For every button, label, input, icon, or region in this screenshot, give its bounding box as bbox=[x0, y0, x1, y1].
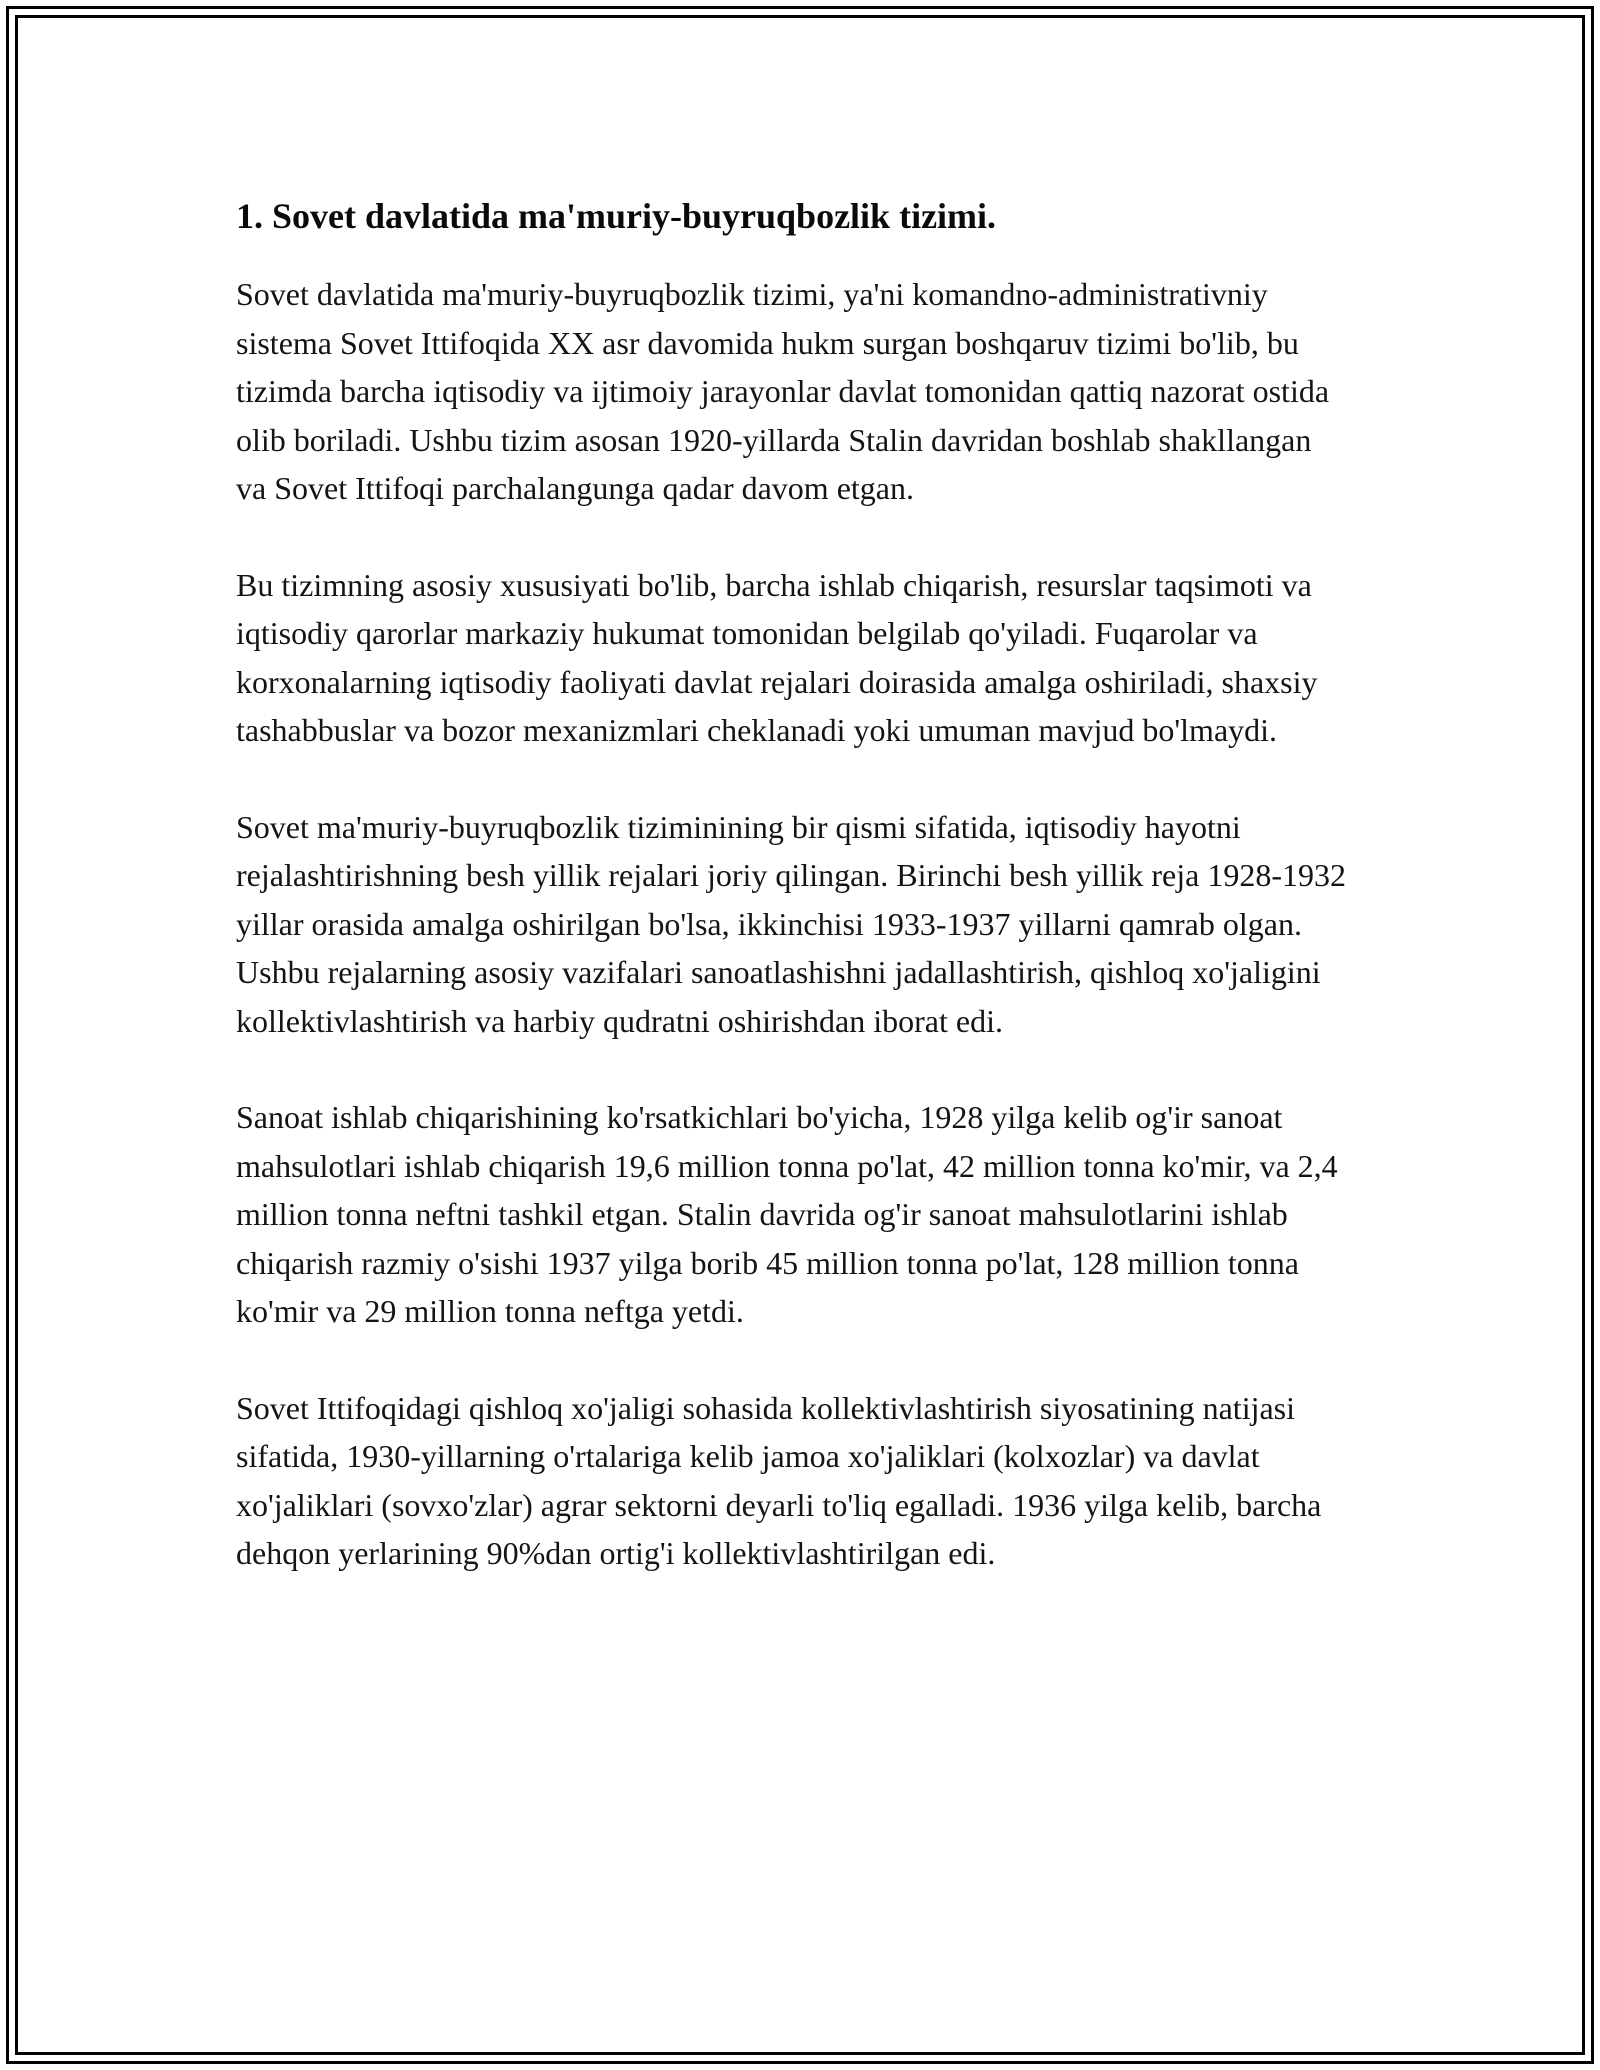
paragraph-2: Bu tizimning asosiy xususiyati bo'lib, barcha ishlab chiqarish, resurslar taqsimoti va iqtisodiy qarorlar markaziy hukumat tomonidan belgilab qo'yiladi. Fuqarolar va korxonalarning iqtisodiy faoliyati davlat rejalari doirasida amalga oshiriladi, shaxsiy tashabbuslar va bozor mexanizmlari cheklanadi yoki umuman mavjud bo'lmaydi. bbox=[236, 566, 1318, 748]
document-body bbox=[236, 188, 1346, 1626]
section-heading: 1. Sovet davlatida ma'muriy-buyruqbozlik tizimi. bbox=[236, 196, 997, 236]
paragraph-3: Sovet ma'muriy-buyruqbozlik tiziminining bir qismi sifatida, iqtisodiy hayotni rejalashtirishning besh yillik rejalari joriy qilingan. Birinchi besh yillik reja 1928-1932 yillar orasida amalga oshirilgan bo'lsa, ikkinchisi 1933-1937 yillarni qamrab olgan. Ushbu rejalarning asosiy vazifalari sanoatlashishni jadallashtirish, qishloq xo'jaligini kollektivlashtirish va harbiy qudratni oshirishdan iborat edi. bbox=[236, 808, 1346, 1039]
paragraph-5: Sovet Ittifoqidagi qishloq xo'jaligi sohasida kollektivlashtirish siyosatining natijasi sifatida, 1930-yillarning o'rtalariga kelib jamoa xo'jaliklari (kolxozlar) va davlat xo'jaliklari (sovxo'zlar) agrar sektorni deyarli to'liq egalladi. 1936 yilga kelib, barcha dehqon yerlarining 90%dan ortig'i kollektivlashtirilgan edi. bbox=[236, 1389, 1322, 1571]
paragraph-1: Sovet davlatida ma'muriy-buyruqbozlik tizimi, ya'ni komandno-administrativniy sistema Sovet Ittifoqida XX asr davomida hukm surgan boshqaruv tizimi bo'lib, bu tizimda barcha iqtisodiy va ijtimoiy jarayonlar davlat tomonidan qattiq nazorat ostida olib boriladi. Ushbu tizim asosan 1920-yillarda Stalin davridan boshlab shakllangan va Sovet Ittifoqi parchalangunga qadar davom etgan. bbox=[236, 276, 1330, 506]
paragraph-4: Sanoat ishlab chiqarishining ko'rsatkichlari bo'yicha, 1928 yilga kelib og'ir sanoat mahsulotlari ishlab chiqarish 19,6 million tonna po'lat, 42 million tonna ko'mir, va 2,4 million tonna neftni tashkil etgan. Stalin davrida og'ir sanoat mahsulotlarini ishlab chiqarish razmiy o'sishi 1937 yilga borib 45 million tonna po'lat, 128 million tonna ko'mir va 29 million tonna neftga yetdi. bbox=[236, 1099, 1338, 1329]
